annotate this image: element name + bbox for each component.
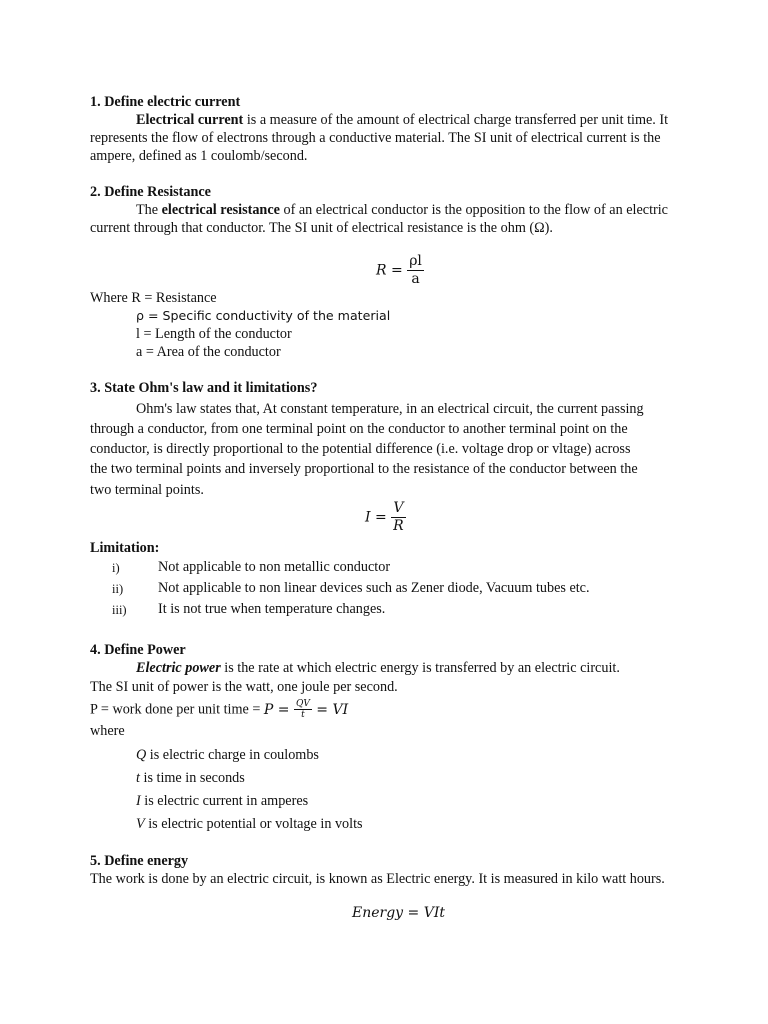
limit-1-text: Not applicable to non metallic conductor [158,559,391,575]
resistance-formula-numerator: ρl [409,253,422,269]
def-q-symbol: Q [136,747,147,763]
power-formula-line [90,699,348,720]
power-formula-denominator: t [301,710,305,720]
resistance-formula [376,253,424,288]
limit-3-text: It is not true when temperature changes. [158,601,386,617]
def-t-text: is time in seconds [139,770,245,786]
def-q-text: is electric charge in coulombs [146,747,319,763]
section-3-line-5: two terminal points. [90,482,204,498]
def-v-text: is electric potential or voltage in volts [144,816,363,832]
section-3-heading: 3. State Ohm's law and it limitations? [90,380,318,396]
def-i-text: is electric current in amperes [140,793,309,809]
def-v [136,815,766,833]
section-2-heading: 2. Define Resistance [90,184,211,200]
section-1-line-1 [90,111,720,129]
section-4-heading: 4. Define Power [90,642,186,658]
power-formula [263,699,349,720]
section-1-line-3: ampere, defined as 1 coulomb/second. [90,148,308,164]
section-5-heading: 5. Define energy [90,853,189,869]
section-3-line-1: Ohm's law states that, At constant temperature, in an electrical circuit, the current passing [136,401,644,417]
def-rho: ρ = Specific conductivity of the material [136,308,391,323]
power-formula-rhs: = VI [316,701,349,718]
section-1-line-2: represents the flow of electrons through a conductive material. The SI unit of electrical current is the [90,130,661,146]
section-4-where: where [90,723,125,739]
section-2-line-2: current through that conductor. The SI unit of electrical resistance is the ohm (Ω). [90,220,553,236]
section-3-line-3: conductor, is directly proportional to the potential difference (i.e. voltage drop or vltage) across [90,441,631,457]
resistance-formula-denominator: a [411,271,420,287]
energy-formula: Energy = VIt [352,905,445,921]
section-2-line-1 [90,201,720,219]
section-3-line-2: through a conductor, from one terminal point on the conductor to another terminal point on the [90,421,628,437]
section-3-line-4: the two terminal points and inversely proportional to the resistance of the conductor between the [90,461,638,477]
limit-3-number: iii) [112,603,127,617]
section-1-line-1-text: is a measure of the amount of electrical charge transferred per unit time. It [243,112,669,128]
def-length: l = Length of the conductor [136,326,292,342]
section-5-line-1: The work is done by an electric circuit, is known as Electric energy. It is measured in kilo watt hours. [90,871,665,887]
power-formula-text: P = work done per unit time = [90,701,264,718]
ohms-law-formula-numerator: V [391,500,406,518]
def-area: a = Area of the conductor [136,344,281,360]
ohms-law-formula [365,500,406,535]
limitation-heading: Limitation: [90,540,160,556]
def-i-symbol: I [136,793,141,809]
def-t [136,769,766,787]
def-i [136,792,766,810]
ohms-law-formula-denominator: R [393,518,404,534]
term-electric-power: Electric power [136,660,221,676]
term-electrical-current: Electrical current [136,112,244,128]
def-v-symbol: V [136,816,145,832]
power-formula-lhs: P = [263,701,290,718]
def-q [136,746,766,764]
limit-2-number: ii) [112,582,124,596]
resistance-formula-lhs: R = [376,262,403,279]
term-electrical-resistance: electrical resistance [161,202,280,218]
def-t-symbol: t [136,770,140,786]
limit-1-number: i) [112,561,120,575]
section-1-heading: 1. Define electric current [90,94,241,110]
limit-2-text: Not applicable to non linear devices such as Zener diode, Vacuum tubes etc. [158,580,590,596]
section-4-line-2: The SI unit of power is the watt, one joule per second. [90,679,398,695]
section-2-pre: The [136,202,162,218]
power-formula-numerator: QV [295,699,310,709]
section-4-line-1-text: is the rate at which electric energy is transferred by an electric circuit. [220,660,620,676]
section-2-where: Where R = Resistance [90,290,217,306]
section-4-line-1 [90,659,720,677]
ohms-law-formula-lhs: I = [365,509,387,526]
section-2-line-1-text: of an electrical conductor is the opposition to the flow of an electric [279,202,668,218]
